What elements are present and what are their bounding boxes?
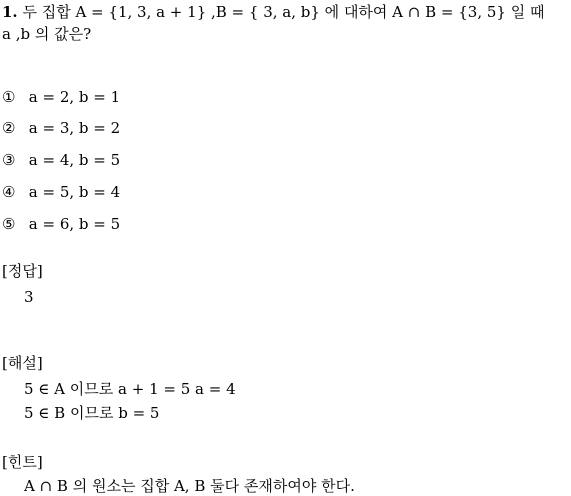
question-text-1: 두 집합 A = {1, 3, a + 1} ,B = { 3, a, b} 에 대하여 A ∩ B = {3, 5} 일 때 (22, 3, 545, 21)
question-number: 1. (2, 3, 18, 21)
choice-5[interactable] (2, 214, 120, 234)
hint-heading: [힌트] (2, 453, 43, 471)
choice-mark: ④ (2, 183, 16, 201)
question-line-1 (2, 2, 544, 22)
answer-value: 3 (24, 288, 34, 306)
choice-mark: ② (2, 119, 16, 137)
choice-mark: ① (2, 88, 16, 106)
choice-text: a = 6, b = 5 (28, 215, 121, 233)
choice-text: a = 5, b = 4 (28, 183, 121, 201)
choice-mark: ③ (2, 151, 16, 169)
answer-heading: [정답] (2, 262, 43, 280)
explanation-line-1: 5 ∈ A 이므로 a + 1 = 5 a = 4 (24, 380, 236, 398)
explanation-line-2: 5 ∈ B 이므로 b = 5 (24, 404, 160, 422)
choice-text: a = 2, b = 1 (28, 88, 121, 106)
choice-2[interactable] (2, 118, 120, 138)
question-line-2: a ,b 의 값은? (2, 25, 92, 43)
hint-text: A ∩ B 의 원소는 집합 A, B 둘다 존재하여야 한다. (24, 477, 355, 495)
choice-4[interactable] (2, 182, 120, 202)
choice-1[interactable] (2, 87, 120, 107)
choice-3[interactable] (2, 150, 120, 170)
choice-mark: ⑤ (2, 215, 16, 233)
choice-text: a = 4, b = 5 (28, 151, 121, 169)
choice-text: a = 3, b = 2 (28, 119, 121, 137)
explanation-heading: [해설] (2, 354, 43, 372)
